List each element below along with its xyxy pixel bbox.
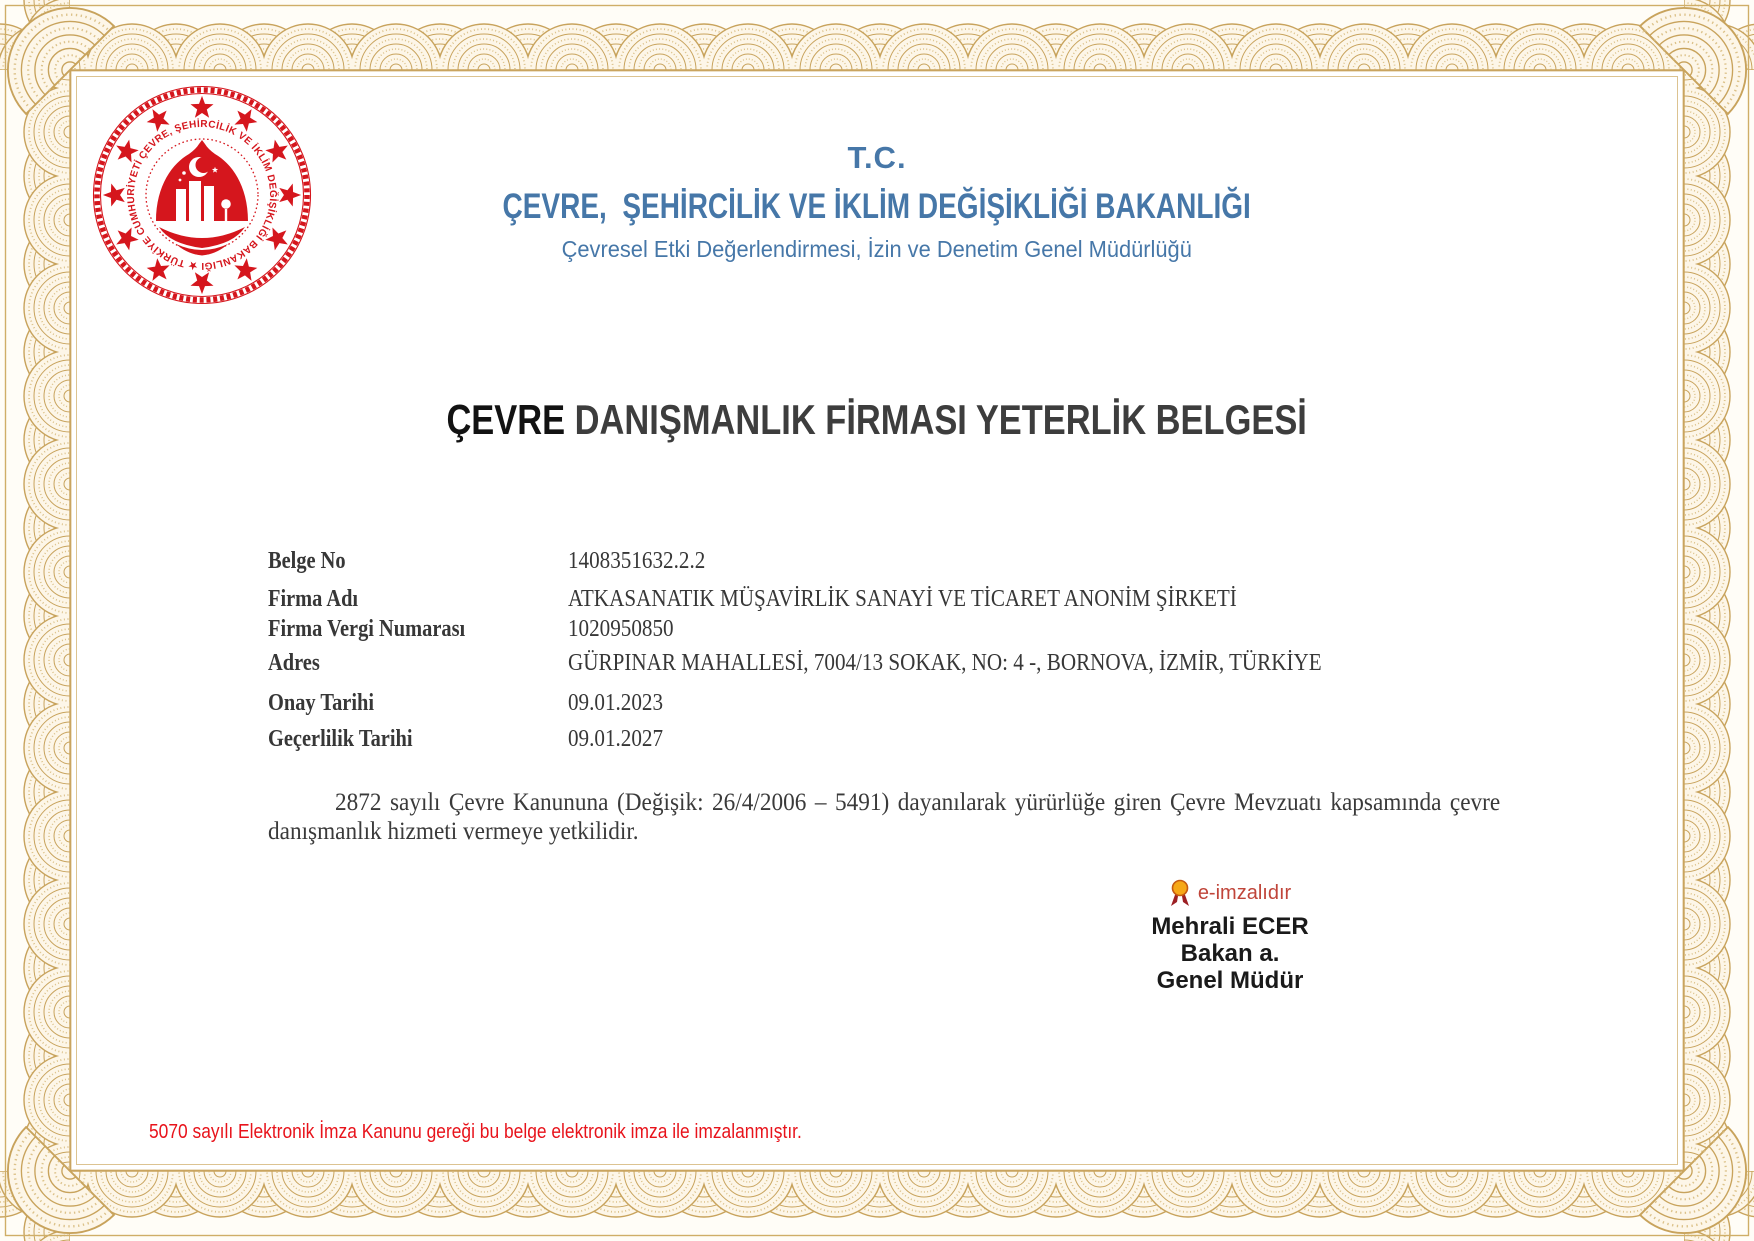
field-row-onay-tarihi	[268, 688, 1508, 718]
esign-ribbon-icon	[1169, 879, 1191, 908]
field-row-gecerlilik-tarihi	[268, 724, 1508, 754]
signer-title-2: Genel Müdür	[1156, 967, 1304, 994]
esign-row	[1104, 878, 1356, 908]
field-label: Firma Vergi Numarası	[268, 616, 466, 642]
field-value: GÜRPINAR MAHALLESİ, 7004/13 SOKAK, NO: 4 -, BORNOVA, İZMİR, TÜRKİYE	[568, 650, 1322, 676]
field-label: Adres	[268, 650, 320, 676]
field-row-belge-no	[268, 546, 1508, 576]
field-row-firma-adi	[268, 584, 1508, 614]
footer-legal-text: 5070 sayılı Elektronik İmza Kanunu gereği bu belge elektronik imza ile imzalanmıştır.	[149, 1121, 802, 1143]
header-department-name: Çevresel Etki Değerlendirmesi, İzin ve Denetim Genel Müdürlüğü	[561, 236, 1193, 262]
field-row-vergi-no	[268, 614, 1508, 644]
field-value: 09.01.2027	[568, 726, 664, 752]
field-label: Belge No	[268, 548, 346, 574]
field-value: 09.01.2023	[568, 690, 664, 716]
field-value: 1408351632.2.2	[568, 548, 706, 574]
signature-block	[1104, 878, 1356, 994]
certificate-title	[0, 396, 1754, 444]
title-word-cevre: ÇEVRE	[446, 396, 566, 443]
esign-label: e-imzalıdır	[1197, 881, 1292, 904]
field-label: Geçerlilik Tarihi	[268, 726, 413, 752]
field-value: 1020950850	[568, 616, 674, 642]
authorization-paragraph: 2872 sayılı Çevre Kanununa (Değişik: 26/4/2006 – 5491) dayanılarak yürürlüğe giren Çevre Mevzuatı kapsamında çevre danışmanlık hizmeti vermeye yetkilidir.	[268, 789, 1501, 845]
header-tc: T.C.	[847, 140, 907, 175]
seal-ring-text: ★ TÜRKİYE CUMHURİYETİ ÇEVRE, ŞEHİRCİLİK VE İKLİM DEĞİŞİKLİĞİ BAKANLIĞI	[125, 118, 279, 272]
signer-name: Mehrali ECER	[1151, 913, 1309, 940]
field-row-adres	[268, 648, 1508, 678]
title-rest: DANIŞMANLIK FİRMASI YETERLİK BELGESİ	[565, 396, 1308, 443]
field-value: ATKASANATIK MÜŞAVİRLİK SANAYİ VE TİCARET ANONİM ŞİRKETİ	[568, 586, 1237, 612]
signer-title-1: Bakan a.	[1180, 940, 1280, 967]
field-label: Firma Adı	[268, 586, 359, 612]
field-label: Onay Tarihi	[268, 690, 375, 716]
letterhead	[0, 140, 1754, 263]
certificate-fields	[268, 546, 1508, 754]
header-ministry-name: ÇEVRE, ŞEHİRCİLİK VE İKLİM DEĞİŞİKLİĞİ BAKANLIĞI	[502, 187, 1252, 226]
